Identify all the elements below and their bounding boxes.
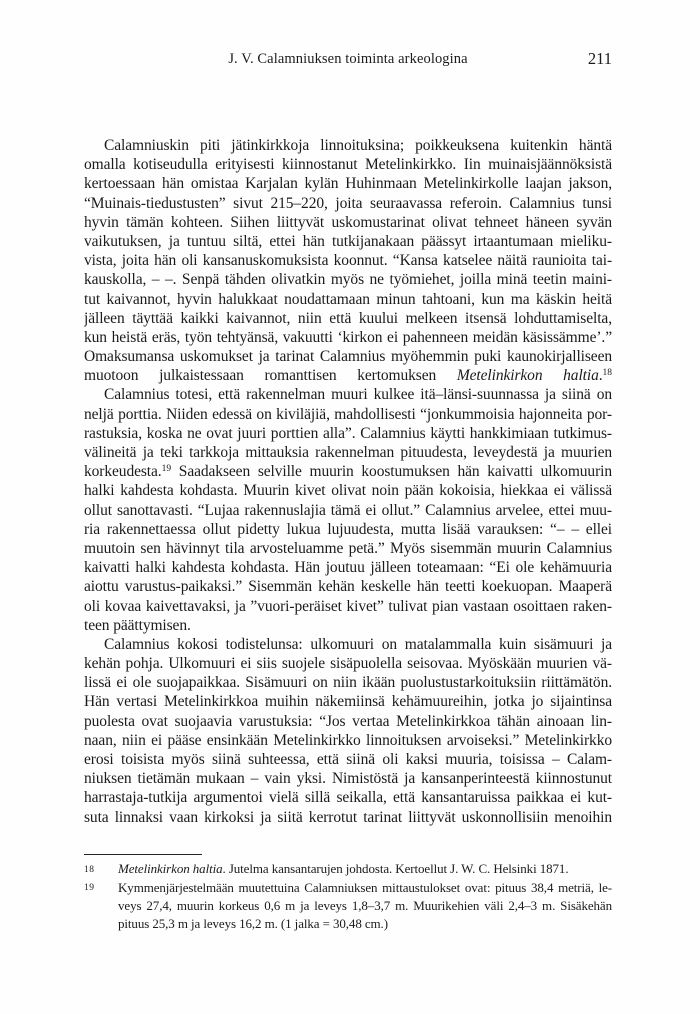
text-line: naan, niin ei pääse ensinkään Metelinkirkko linnoituksen arvoiseksi.” Metelinkirkko <box>84 731 612 749</box>
text-line: Calamniuskin piti jätinkirkkoja linnoituksina; poikkeuksena kuitenkin häntä <box>104 137 612 154</box>
text-line: aiottu varustus-paikaksi.” Sisemmän kehän keskelle hän teetti koekuopan. Maaperä <box>84 578 612 596</box>
text-line: Hän vertasi Metelinkirkkoa muihin näkemiinsä kehämuureihin, jotka jo sijaintinsa <box>84 693 612 711</box>
text-line: vista, joita hän oli kansanuskomuksista koonnut. “Kansa katselee näitä raunioita tai- <box>84 252 612 270</box>
text-line: Metelinkirkon haltia. Jutelma kansantarujen johdosta. Kertoellut J. W. C. Helsinki 1871. <box>118 861 569 876</box>
running-title: J. V. Calamniuksen toiminta arkeologina <box>228 51 468 67</box>
text-line: puolesta ovat suojaavia varustuksia: “Jos vertaa Metelinkirkkoa tähän ainoaan lin- <box>84 712 612 730</box>
text-line: Omaksumansa uskomukset ja tarinat Calamnius myöhemmin puki kaunokirjalliseen <box>84 348 612 366</box>
footnote-number: 18 <box>84 864 95 875</box>
text-line: vaikutuksen, ja tuntuu siltä, ettei hän tutkijanakaan päässyt irtaantumaan mieliku- <box>84 232 612 250</box>
footnote-separator <box>84 854 202 855</box>
text-line: tut kaivannot, hyvin halukkaat noudattamaan minun tahtoani, kun ma käskin heitä <box>84 290 612 308</box>
text-line: kehän pohja. Ulkomuuri ei siis suojele sisäpuolella seisovaa. Myöskään muurien vä- <box>84 655 612 673</box>
text-line: Calamnius totesi, että rakennelman muuri kulkee itä–länsi-suunnassa ja siinä on <box>104 386 612 404</box>
footnote-text <box>118 860 612 878</box>
footnote-area <box>84 854 612 933</box>
text-line: kaivatti halki kahdesta kohdasta. Hän joutuu jälleen toteamaan: “Ei ole kehämuuria <box>84 559 612 577</box>
text-line: hyvin tämän kohteen. Siihen liittyvät uskomustarinat olivat tehneet häneen syvän <box>84 213 612 231</box>
text-line: suta linnaksi vaan kirkoksi ja siitä kerrotut tarinat liittyvät uskonnollisiin menoihin <box>84 808 612 826</box>
footnote-number: 19 <box>84 883 95 893</box>
text-line: kertoessaan hän omistaa Karjalan kylän Huhinmaan Metelinkirkolle laajan jakson, <box>84 175 612 193</box>
text-line: neljä porttia. Niiden edessä on kiviläjiä, mahdollisesti “jonkummoisia hajonneita por- <box>84 405 612 423</box>
paragraph-3 <box>84 635 612 827</box>
footnote-text <box>118 879 612 933</box>
text-line: korkeudesta.$^{19}$ Saadakseen selville muurin koostumuksen hän kaivatti ulkomuurin <box>84 463 612 481</box>
page-header <box>84 49 612 71</box>
text-line: jälleen täyttää kaikki kaivannot, niin että kuului melkeen itsensä lohduttamiselta, <box>84 309 612 327</box>
text-line: teen päättymisen. <box>84 616 191 634</box>
paragraph-1 <box>84 136 612 385</box>
text-line: harrastaja-tutkija argumentoi vielä sillä seikalla, että kansantaruissa paikkaa ei kut- <box>84 789 612 807</box>
footnote-18 <box>84 860 612 879</box>
text-line: niuksen tietämän mukaan – vain yksi. Nimistöstä ja kansanperinteestä kiinnostunut <box>84 770 612 788</box>
text-line: lissä ei ole suojapaikkaa. Sisämuuri on niin ikään puolustustarkoituksiin riittämätön. <box>84 674 612 692</box>
text-line: kauskolla, – –. Senpä tähden olivatkin myös ne työmiehet, joilla minä teetin maini- <box>84 271 612 289</box>
paragraph-2 <box>84 385 612 634</box>
text-line: pituus 25,3 m ja leveys 16,2 m. (1 jalka = 30,48 cm.) <box>118 915 388 931</box>
text-line: muutoin sen hävinnyt tila arvosteluamme petä.” Myös sisemmän muurin Calamnius <box>84 539 612 557</box>
page-number: 211 <box>587 49 612 68</box>
text-line: oli kovaa kaivettavaksi, ja ”vuori-peräiset kivet” tulivat pian vastaan osoittaen raken- <box>84 597 612 615</box>
text-line: halki kahdesta kohdasta. Muurin kivet olivat noin pään kokoisia, hiekkaa ei välissä <box>84 482 612 500</box>
text-line: Kymmenjärjestelmään muutettuina Calamniuksen mittaustulokset ovat: pituus 38,4 metriä, le- <box>118 879 612 895</box>
text-line: erosi toisista myös siinä suhteessa, että siinä oli kaksi muuria, toisissa – Calam- <box>84 751 612 768</box>
body-text <box>84 136 612 827</box>
text-line: kun heistä eräs, työn tehtyänsä, vakuutti ‘kirkon ei pahenneen meidän käsissämme’.” <box>84 328 612 346</box>
text-line: Calamnius kokosi todistelunsa: ulkomuuri on matalammalla kuin sisämuuri ja <box>104 635 612 653</box>
text-line: “Muinais-tiedustusten” sivut 215–220, joita seuraavassa referoin. Calamnius tunsi <box>84 194 612 212</box>
text-line: välineitä ja teki tarkkoja mittauksia rakennelman pituudesta, leveydestä ja muurien <box>84 444 612 461</box>
text-line: rastuksia, koska ne ovat juuri porttien alla”. Calamnius käytti hankkimiaan tutkimus- <box>84 424 612 442</box>
text-line: ria rakennettaessa ollut pidetty lukua lujuudesta, mutta lisää varauksen: “– – ellei <box>84 520 612 538</box>
text-line: muotoon julkaistessaan romanttisen kertomuksen Metelinkirkon haltia.$^{18}$ <box>84 367 612 385</box>
text-line: veys 27,4, muurin korkeus 0,6 m ja leveys 1,8–3,7 m. Muurikehien väli 2,4–3 m. Sisäkehän <box>118 897 612 913</box>
text-line: omalla kotiseudulla erityisesti kiinnostanut Metelinkirkko. Iin muinaisjäännöksistä <box>84 156 612 174</box>
text-line: ollut sanottavasti. “Lujaa rakennuslajia tämä ei ollut.” Calamnius arvelee, ettei muu- <box>84 501 612 519</box>
footnote-19 <box>84 879 612 933</box>
